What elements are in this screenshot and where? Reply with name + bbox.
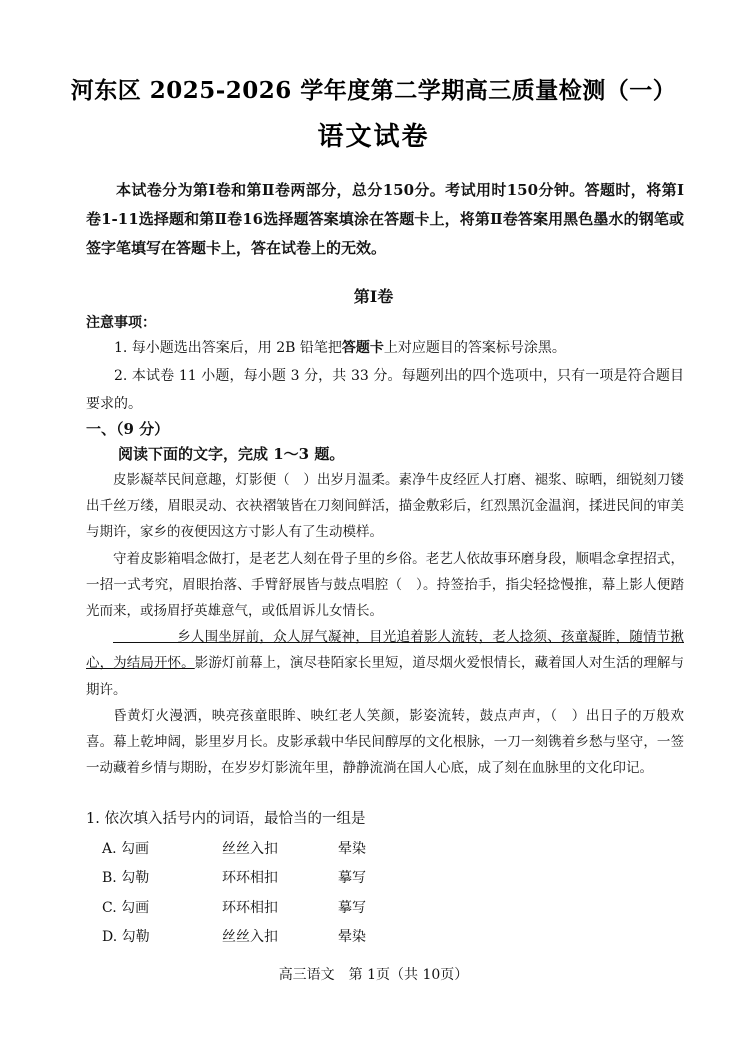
notice-item-2: 2. 本试卷 11 小题，每小题 3 分，共 33 分。每题列出的四个选项中，只有一项是符合题目要求的。 (86, 368, 684, 412)
option-word-3: 晕染 (338, 840, 366, 857)
passage-paragraph-1: 皮影凝萃民间意趣，灯影便（ ）出岁月温柔。素净牛皮经匠人打磨、褪浆、晾晒，细锐刻刀镂出千丝万缕，眉眼灵动、衣袂褶皱皆在刀刻间鲜活，描金敷彩后，红烈黑沉金温润，揉进民间的审美与期许，家乡的夜便因这方寸影人有了生动模样。 (86, 472, 684, 541)
notice-item-1-pre: 1. 每小题选出答案后，用 2B 铅笔把 (114, 340, 342, 356)
section-heading: 一、（9 分） (86, 420, 170, 438)
exam-intro: 本试卷分为第Ⅰ卷和第Ⅱ卷两部分，总分150分。考试用时150分钟。答题时，将第Ⅰ卷1-11选择题和第Ⅱ卷16选择题答案填涂在答题卡上，将第Ⅱ卷答案用黑色墨水的钢笔或签字笔填写在答题卡上，答在试卷上的无效。 (86, 181, 684, 257)
option-word-3: 摹写 (338, 870, 366, 887)
passage-paragraph-3-rest: 影游灯前幕上，演尽巷陌家长里短，道尽烟火爱恨情长，藏着国人对生活的理解与期许。 (86, 655, 685, 698)
answer-blank (113, 629, 177, 644)
page-footer: 高三语文 第 1页（共 10页） (278, 967, 469, 983)
option-label: C. 勾画 (102, 899, 150, 916)
question-1-stem: 1. 依次填入括号内的词语，最恰当的一组是 (86, 811, 366, 827)
passage-paragraph-2: 守着皮影箱唱念做打，是老艺人刻在骨子里的乡俗。老艺人依故事环磨身段，顺唱念拿捏招式，一招一式考究，眉眼抬落、手臂舒展皆与鼓点唱腔（ ）。持签抬手，指尖轻捻慢推，幕上影人便踏光而来，或扬眉抒英雄意气，或低眉诉儿女情长。 (86, 550, 684, 620)
option-label: B. 勾勒 (102, 870, 150, 887)
option-label: A. 勾画 (102, 840, 150, 857)
option-d (102, 922, 366, 952)
option-word-3: 摹写 (338, 899, 366, 916)
option-b (102, 863, 366, 893)
option-word-2: 丝丝入扣 (222, 840, 278, 857)
notice-label: 注意事项： (86, 315, 156, 331)
reading-passage (86, 467, 684, 781)
volume-title: 第Ⅰ卷 (353, 287, 394, 306)
option-word-2: 环环相扣 (222, 899, 278, 916)
notice-item-1 (86, 334, 684, 362)
option-word-3: 晕染 (338, 929, 366, 946)
section-instruction: 阅读下面的文字，完成 1～3 题。 (118, 445, 345, 463)
notice-item-1-post: 上对应题目的答案标号涂黑。 (383, 340, 566, 356)
option-c (102, 892, 366, 922)
exam-title: 河东区 2025-2026 学年度第二学期高三质量检测（一） (70, 77, 677, 104)
underlined-sentence: 乡人围坐屏前，众人屏气凝神，目光追着影人流转，老人捻须、孩童凝眸，随情节揪心，为结局开怀。 (86, 629, 684, 672)
option-a (102, 833, 366, 863)
option-word-2: 环环相扣 (222, 870, 278, 887)
exam-subtitle: 语文试卷 (317, 122, 430, 152)
notice-item-1-bold: 答题卡 (341, 340, 384, 356)
option-word-2: 丝丝入扣 (222, 929, 278, 946)
passage-paragraph-4: 昏黄灯火漫洒，映亮孩童眼眸、映红老人笑颜，影姿流转，鼓点声声，（ ）出日子的万般欢喜。幕上乾坤阔，影里岁月长。皮影承载中华民间醇厚的文化根脉，一刀一刻镌着乡愁与坚守，一签一动藏着乡情与期盼，在岁岁灯影流年里，静静流淌在国人心底，成了刻在血脉里的文化印记。 (86, 707, 684, 777)
question-1-options (102, 833, 366, 951)
passage-paragraph-3 (86, 624, 684, 703)
option-label: D. 勾勒 (102, 929, 150, 946)
